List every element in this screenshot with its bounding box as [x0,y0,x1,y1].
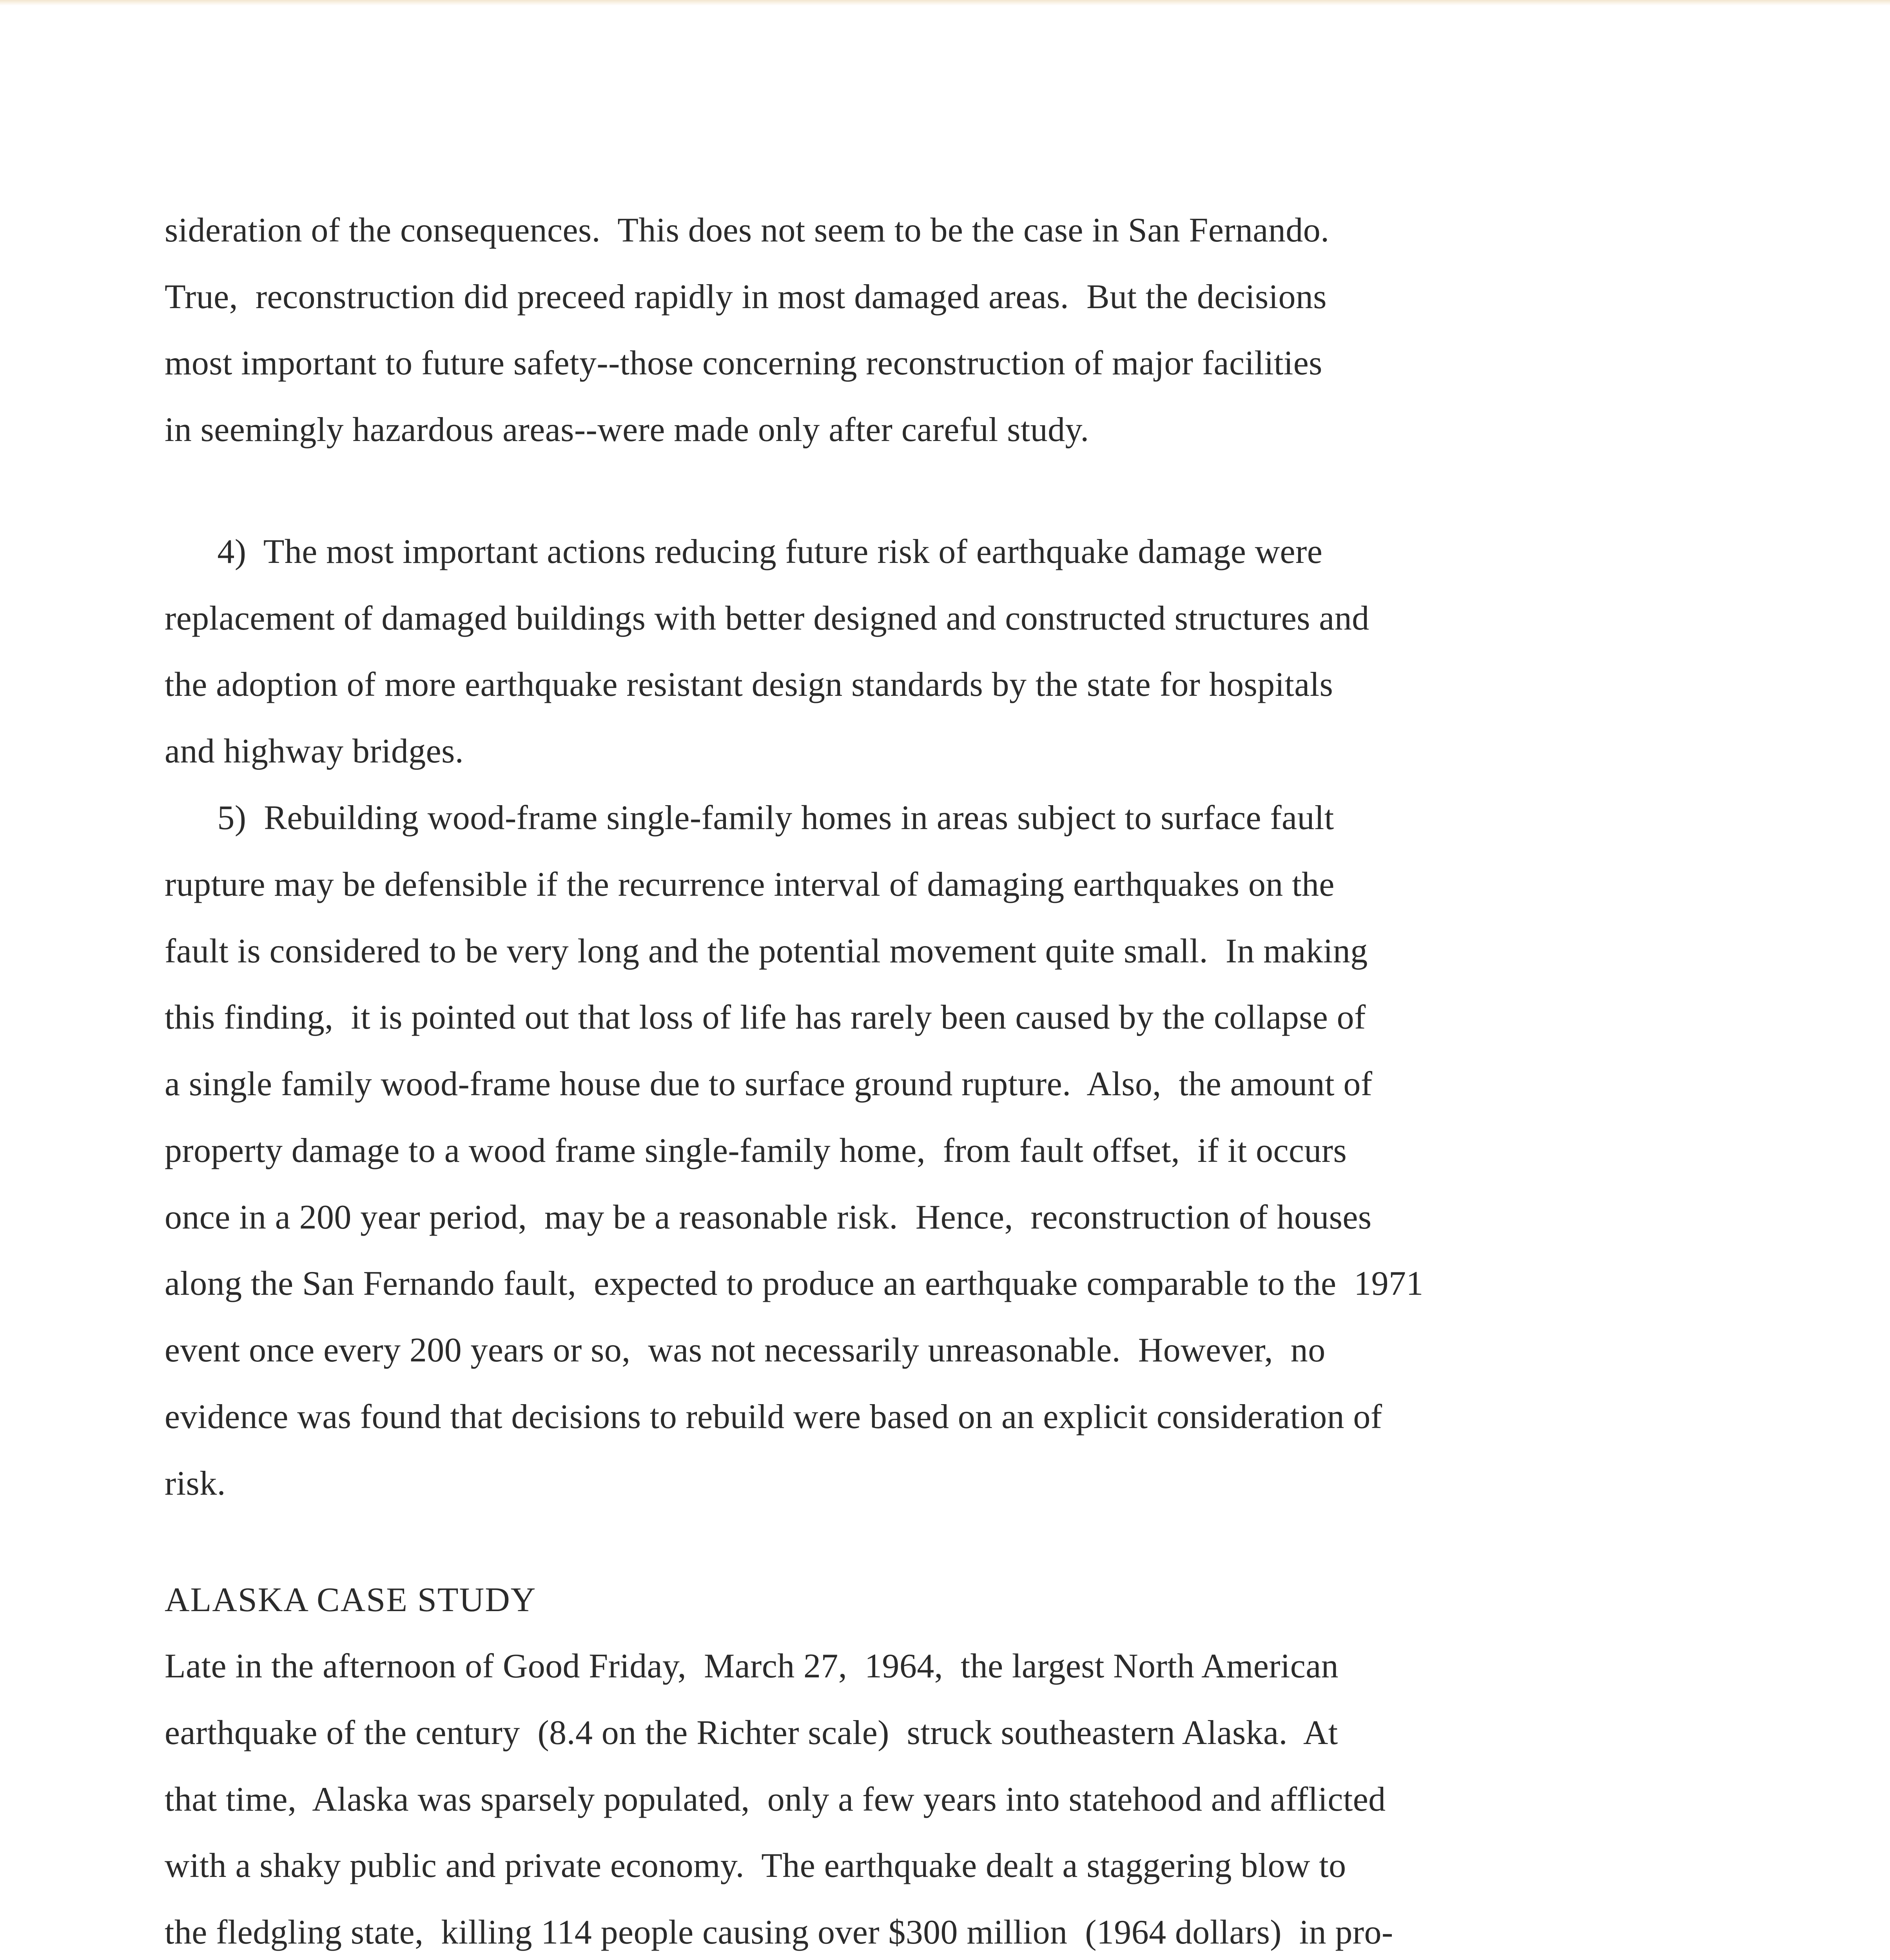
text-line: most important to future safety--those concerning reconstruction of major facilities [165,344,1322,382]
text-line: a single family wood-frame house due to surface ground rupture. Also, the amount of [165,1065,1373,1103]
text-line: and highway bridges. [165,732,464,770]
text-line: Late in the afternoon of Good Friday, March 27, 1964, the largest North American [165,1647,1339,1685]
text-line: event once every 200 years or so, was not necessarily unreasonable. However, no [165,1331,1326,1369]
text-line: 5) Rebuilding wood-frame single-family homes in areas subject to surface fault [165,799,1334,837]
text-line: fault is considered to be very long and the potential movement quite small. In making [165,932,1368,970]
text-line: the fledgling state, killing 114 people causing over $300 million (1964 dollars) in pro- [165,1913,1393,1951]
text-line: that time, Alaska was sparsely populated, only a few years into statehood and afflicted [165,1780,1386,1818]
page-edge [0,0,1890,5]
text-line: this finding, it is pointed out that loss of life has rarely been caused by the collapse of [165,998,1366,1036]
text-line: risk. [165,1465,226,1503]
section-heading: ALASKA CASE STUDY [165,1581,537,1619]
text-line: in seemingly hazardous areas--were made only after careful study. [165,411,1089,449]
text-line: evidence was found that decisions to rebuild were based on an explicit consideration of [165,1398,1382,1436]
text-line: replacement of damaged buildings with better designed and constructed structures and [165,599,1369,637]
text-line: once in a 200 year period, may be a reasonable risk. Hence, reconstruction of houses [165,1198,1372,1236]
text-line: property damage to a wood frame single-family home, from fault offset, if it occurs [165,1132,1347,1170]
text-line: along the San Fernando fault, expected to produce an earthquake comparable to the 1971 [165,1265,1424,1303]
text-line: the adoption of more earthquake resistant design standards by the state for hospitals [165,666,1333,704]
text-line: with a shaky public and private economy. The earthquake dealt a staggering blow to [165,1847,1346,1885]
text-line: earthquake of the century (8.4 on the Richter scale) struck southeastern Alaska. At [165,1714,1338,1752]
text-line: 4) The most important actions reducing future risk of earthquake damage were [165,533,1323,571]
text-line: rupture may be defensible if the recurrence interval of damaging earthquakes on the [165,866,1335,904]
text-line: True, reconstruction did preceed rapidly in most damaged areas. But the decisions [165,278,1327,316]
text-line: sideration of the consequences. This does not seem to be the case in San Fernando. [165,211,1330,249]
